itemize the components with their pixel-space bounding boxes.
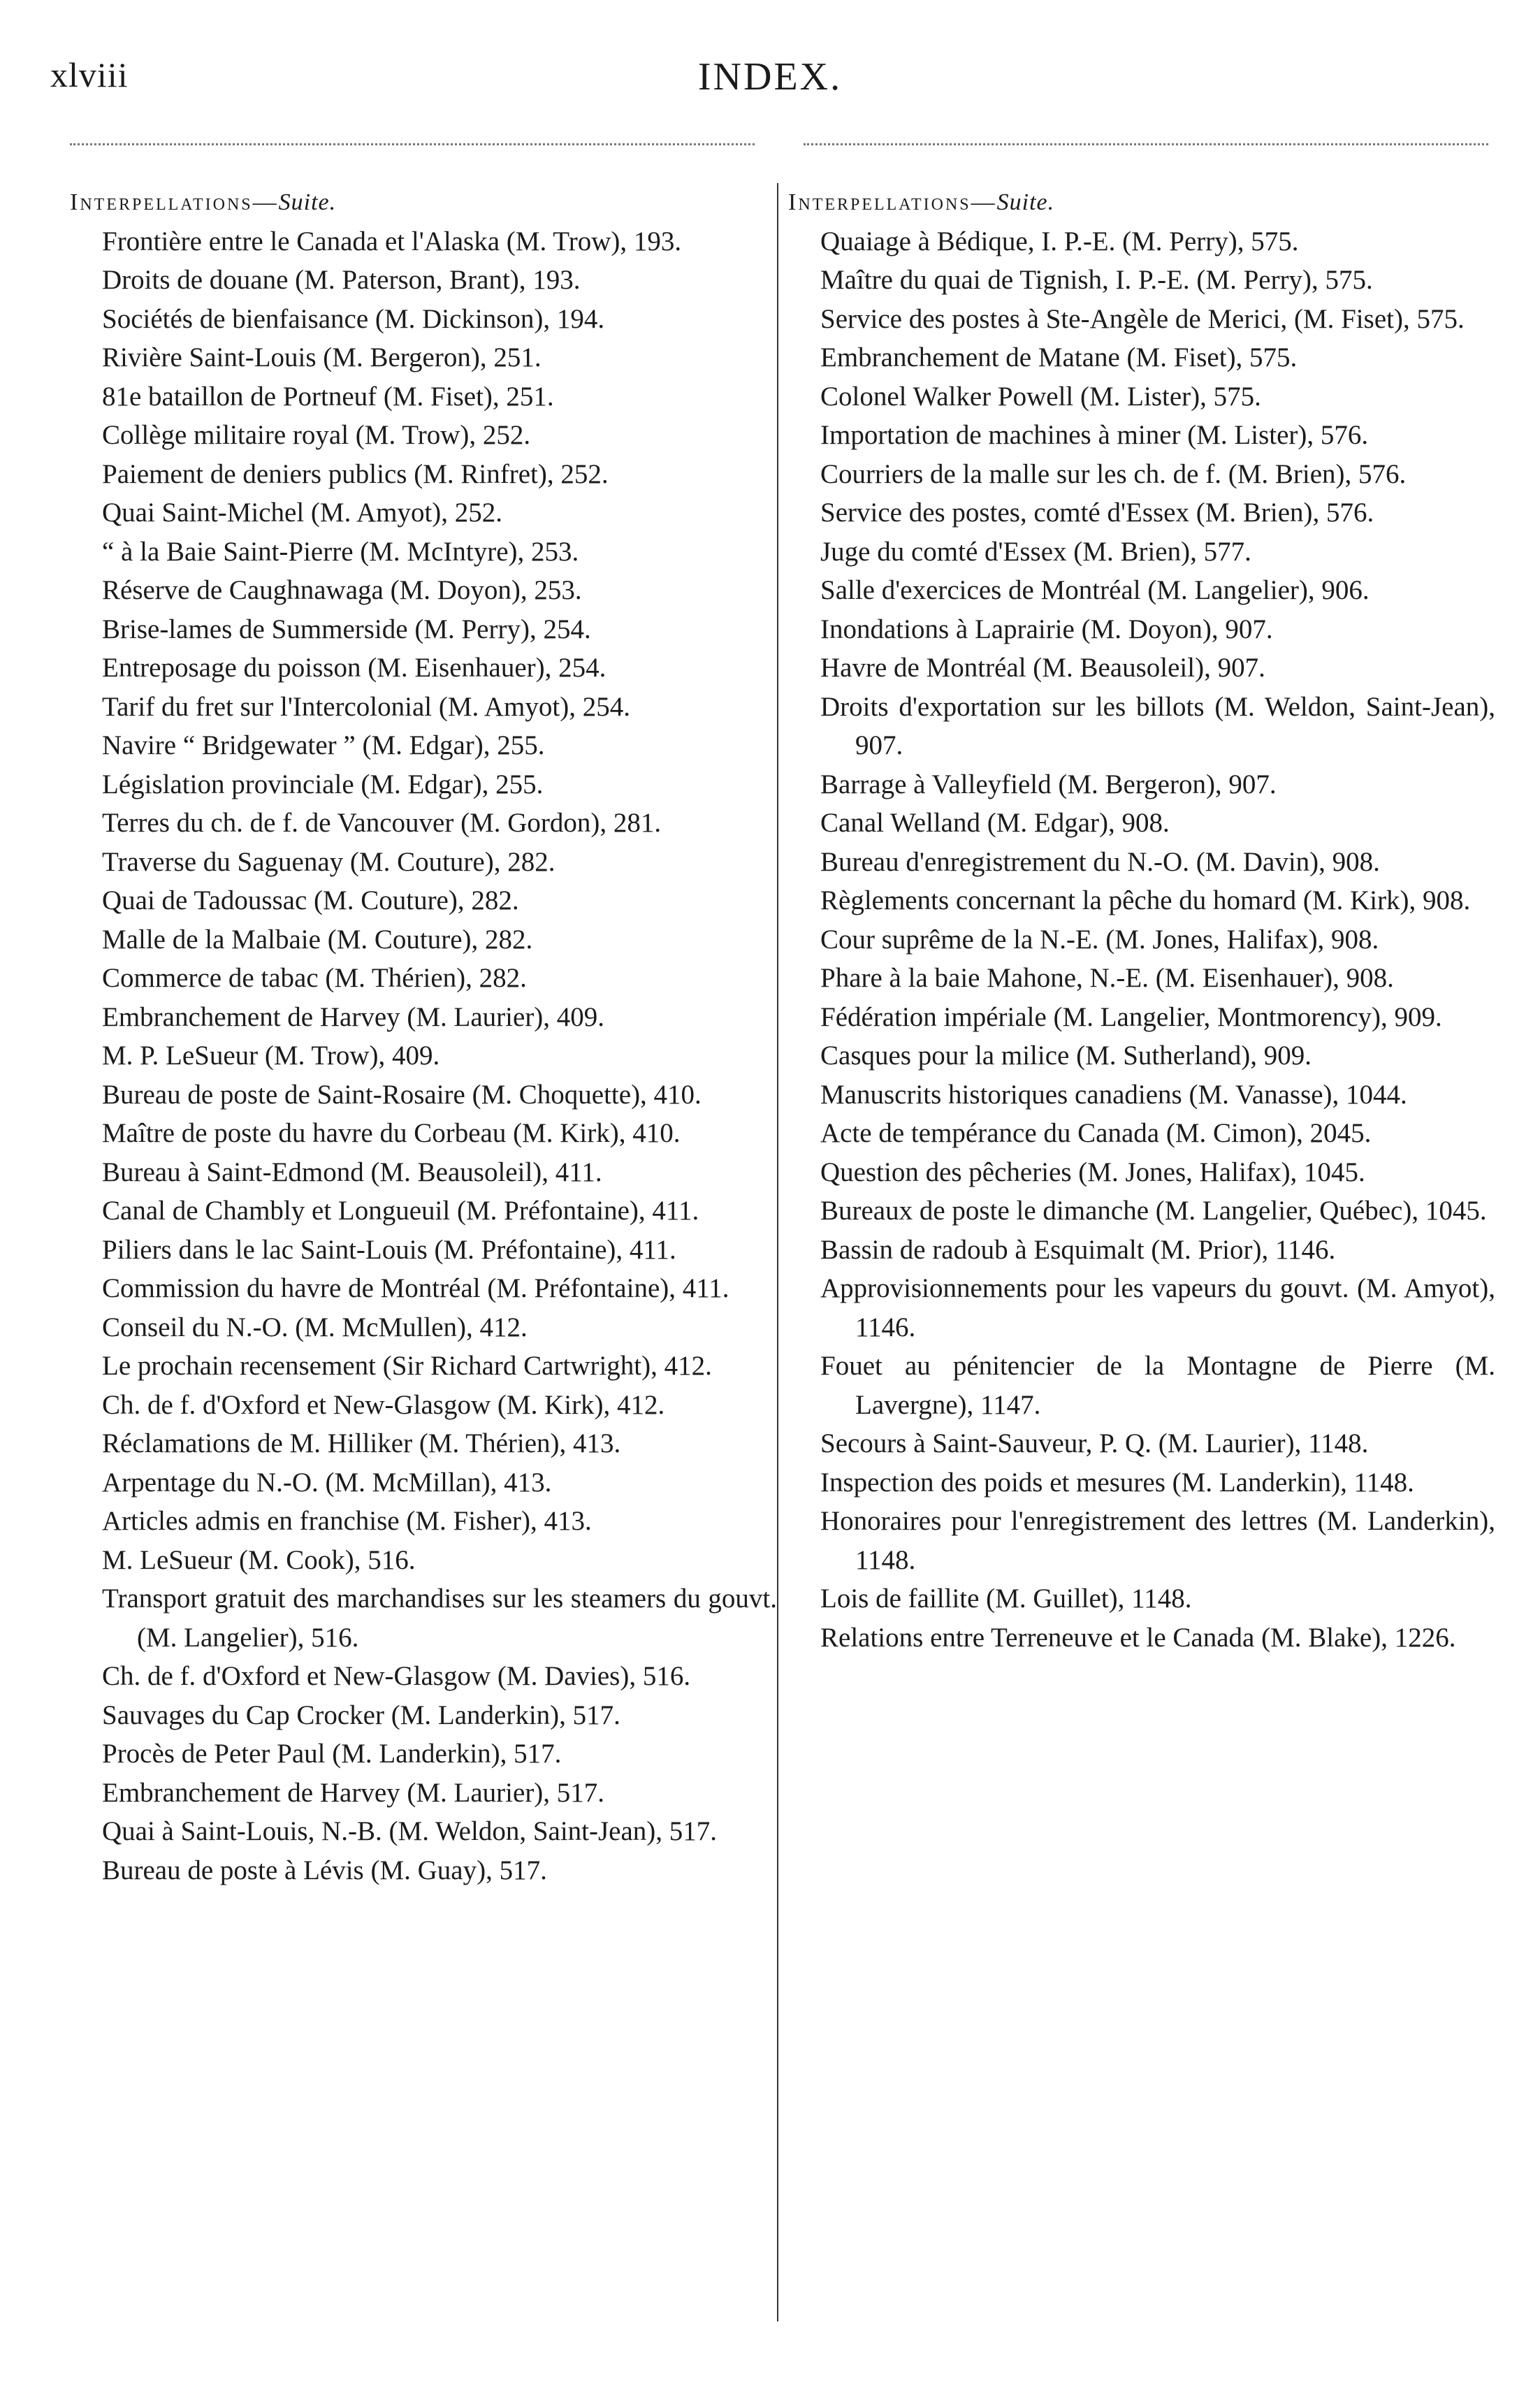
index-entry: Quaiage à Bédique, I. P.-E. (M. Perry), 575. [820,226,1299,256]
index-entry: Frontière entre le Canada et l'Alaska (M. Trow), 193. [102,226,682,256]
right-heading-suite: Suite. [996,189,1055,215]
index-entry: Relations entre Terreneuve et le Canada (M. Blake), 1226. [820,1622,1456,1653]
left-column-heading [70,183,777,222]
index-entry: Le prochain recensement (Sir Richard Cartwright), 412. [102,1351,712,1381]
index-entry: Règlements concernant la pêche du homard (M. Kirk), 908. [820,885,1471,915]
index-entry: Maître de poste du havre du Corbeau (M. Kirk), 410. [102,1118,681,1148]
index-entry: Importation de machines à miner (M. Lister), 576. [820,420,1369,450]
index-entry: Articles admis en franchise (M. Fisher), 413. [102,1506,592,1536]
index-entry: Procès de Peter Paul (M. Landerkin), 517. [102,1739,562,1769]
index-entry: Bureau à Saint-Edmond (M. Beausoleil), 411. [102,1157,602,1187]
index-entry: Inspection des poids et mesures (M. Landerkin), 1148. [820,1467,1414,1498]
right-heading-text: Interpellations— [788,189,997,215]
index-entry: Sauvages du Cap Crocker (M. Landerkin), 517. [102,1699,620,1730]
index-entry: Réclamations de M. Hilliker (M. Thérien), 413. [102,1428,621,1458]
index-entry: Salle d'exercices de Montréal (M. Langelier), 906. [820,575,1370,605]
index-entry: Approvisionnements pour les vapeurs du gouvt. (M. Amyot), 1146. [820,1273,1495,1342]
index-entry: Ch. de f. d'Oxford et New-Glasgow (M. Kirk), 412. [102,1389,665,1420]
index-entry: Collège militaire royal (M. Trow), 252. [102,420,531,450]
index-entry: Tarif du fret sur l'Intercolonial (M. Amyot), 254. [102,691,630,722]
index-entry: Bassin de radoub à Esquimalt (M. Prior), 1146. [820,1234,1336,1265]
index-entry: Havre de Montréal (M. Beausoleil), 907. [820,653,1265,683]
index-entry: Service des postes, comté d'Essex (M. Brien), 576. [820,498,1374,528]
index-entry: Transport gratuit des marchandises sur les steamers du gouvt. (M. Langelier), 516. [102,1583,777,1653]
index-entry: 81e bataillon de Portneuf (M. Fiset), 251. [102,381,554,412]
index-entry: Manuscrits historiques canadiens (M. Vanasse), 1044. [820,1079,1407,1110]
index-entry: Quai de Tadoussac (M. Couture), 282. [102,885,519,915]
index-entry: Bureaux de poste le dimanche (M. Langelier, Québec), 1045. [820,1196,1487,1226]
header-rule-left [70,143,755,145]
index-entry: Bureau d'enregistrement du N.-O. (M. Davin), 908. [820,846,1380,877]
column-divider [777,183,778,2321]
index-entry: Quai à Saint-Louis, N.-B. (M. Weldon, Saint-Jean), 517. [102,1816,718,1846]
index-entry: Arpentage du N.-O. (M. McMillan), 413. [102,1467,552,1498]
index-entry: Quai Saint-Michel (M. Amyot), 252. [102,498,503,528]
index-entry: Navire “ Bridgewater ” (M. Edgar), 255. [102,730,545,760]
index-entry: Embranchement de Harvey (M. Laurier), 409. [102,1001,605,1032]
index-entry: Question des pêcheries (M. Jones, Halifax), 1045. [820,1157,1365,1187]
index-entry: Commerce de tabac (M. Thérien), 282. [102,963,527,993]
index-entry: Terres du ch. de f. de Vancouver (M. Gordon), 281. [102,808,662,838]
index-entry: M. P. LeSueur (M. Trow), 409. [102,1041,440,1071]
index-entry: Embranchement de Matane (M. Fiset), 575. [820,342,1298,372]
page-title: INDEX. [697,55,843,99]
index-entry: Sociétés de bienfaisance (M. Dickinson), 194. [102,303,605,334]
index-entry: Conseil du N.-O. (M. McMullen), 412. [102,1312,528,1342]
index-entry: Casques pour la milice (M. Sutherland), 909. [820,1041,1312,1071]
index-entry: Ch. de f. d'Oxford et New-Glasgow (M. Davies), 516. [102,1661,691,1691]
index-entry: Fouet au pénitencier de la Montagne de Pierre (M. Lavergne), 1147. [820,1351,1495,1420]
index-entry: Piliers dans le lac Saint-Louis (M. Préfontaine), 411. [102,1234,676,1265]
index-entry: Juge du comté d'Essex (M. Brien), 577. [820,536,1251,567]
index-entry: Droits de douane (M. Paterson, Brant), 193. [102,265,581,295]
page-number: xlviii [50,55,129,94]
index-entry: Bureau de poste de Saint-Rosaire (M. Choquette), 410. [102,1079,702,1110]
index-entry: Bureau de poste à Lévis (M. Guay), 517. [102,1855,547,1885]
index-entry: Honoraires pour l'enregistrement des lettres (M. Landerkin), 1148. [820,1506,1495,1575]
index-entry: Lois de faillite (M. Guillet), 1148. [820,1583,1192,1614]
index-entry: M. LeSueur (M. Cook), 516. [102,1544,416,1575]
left-heading-suite: Suite. [278,189,337,215]
index-entry: Réserve de Caughnawaga (M. Doyon), 253. [102,575,582,605]
left-heading-text: Interpellations— [70,189,279,215]
index-entry: Commission du havre de Montréal (M. Préfontaine), 411. [102,1273,729,1303]
left-entry-list [70,222,777,1890]
index-entry: Colonel Walker Powell (M. Lister), 575. [820,381,1261,412]
left-column [70,183,777,1890]
page-header [0,55,1540,117]
right-entry-list [788,222,1495,1658]
header-rule-right [804,143,1488,145]
index-entry: Fédération impériale (M. Langelier, Montmorency), 909. [820,1001,1442,1032]
index-entry: Service des postes à Ste-Angèle de Merici, (M. Fiset), 575. [820,303,1465,334]
index-entry: “ à la Baie Saint-Pierre (M. McIntyre), 253. [102,536,579,567]
index-entry: Rivière Saint-Louis (M. Bergeron), 251. [102,342,542,372]
index-entry: Droits d'exportation sur les billots (M. Weldon, Saint-Jean), 907. [820,691,1495,760]
index-entry: Embranchement de Harvey (M. Laurier), 517. [102,1777,605,1808]
index-entry: Maître du quai de Tignish, I. P.-E. (M. Perry), 575. [820,265,1373,295]
index-entry: Acte de tempérance du Canada (M. Cimon), 2045. [820,1118,1372,1148]
index-entry: Phare à la baie Mahone, N.-E. (M. Eisenhauer), 908. [820,963,1394,993]
index-entry: Entreposage du poisson (M. Eisenhauer), 254. [102,653,606,683]
index-entry: Traverse du Saguenay (M. Couture), 282. [102,846,555,877]
index-entry: Canal de Chambly et Longueuil (M. Préfontaine), 411. [102,1196,699,1226]
index-entry: Courriers de la malle sur les ch. de f. (M. Brien), 576. [820,458,1407,489]
index-entry: Paiement de deniers publics (M. Rinfret), 252. [102,458,609,489]
index-entry: Barrage à Valleyfield (M. Bergeron), 907. [820,769,1277,799]
index-entry: Malle de la Malbaie (M. Couture), 282. [102,924,533,955]
index-entry: Canal Welland (M. Edgar), 908. [820,808,1170,838]
index-entry: Législation provinciale (M. Edgar), 255. [102,769,544,799]
index-entry: Cour suprême de la N.-E. (M. Jones, Halifax), 908. [820,924,1379,955]
index-entry: Brise-lames de Summerside (M. Perry), 254. [102,614,591,644]
index-entry: Secours à Saint-Sauveur, P. Q. (M. Laurier), 1148. [820,1428,1369,1458]
right-column [788,183,1495,1657]
index-entry: Inondations à Laprairie (M. Doyon), 907. [820,614,1273,644]
right-column-heading [788,183,1495,222]
